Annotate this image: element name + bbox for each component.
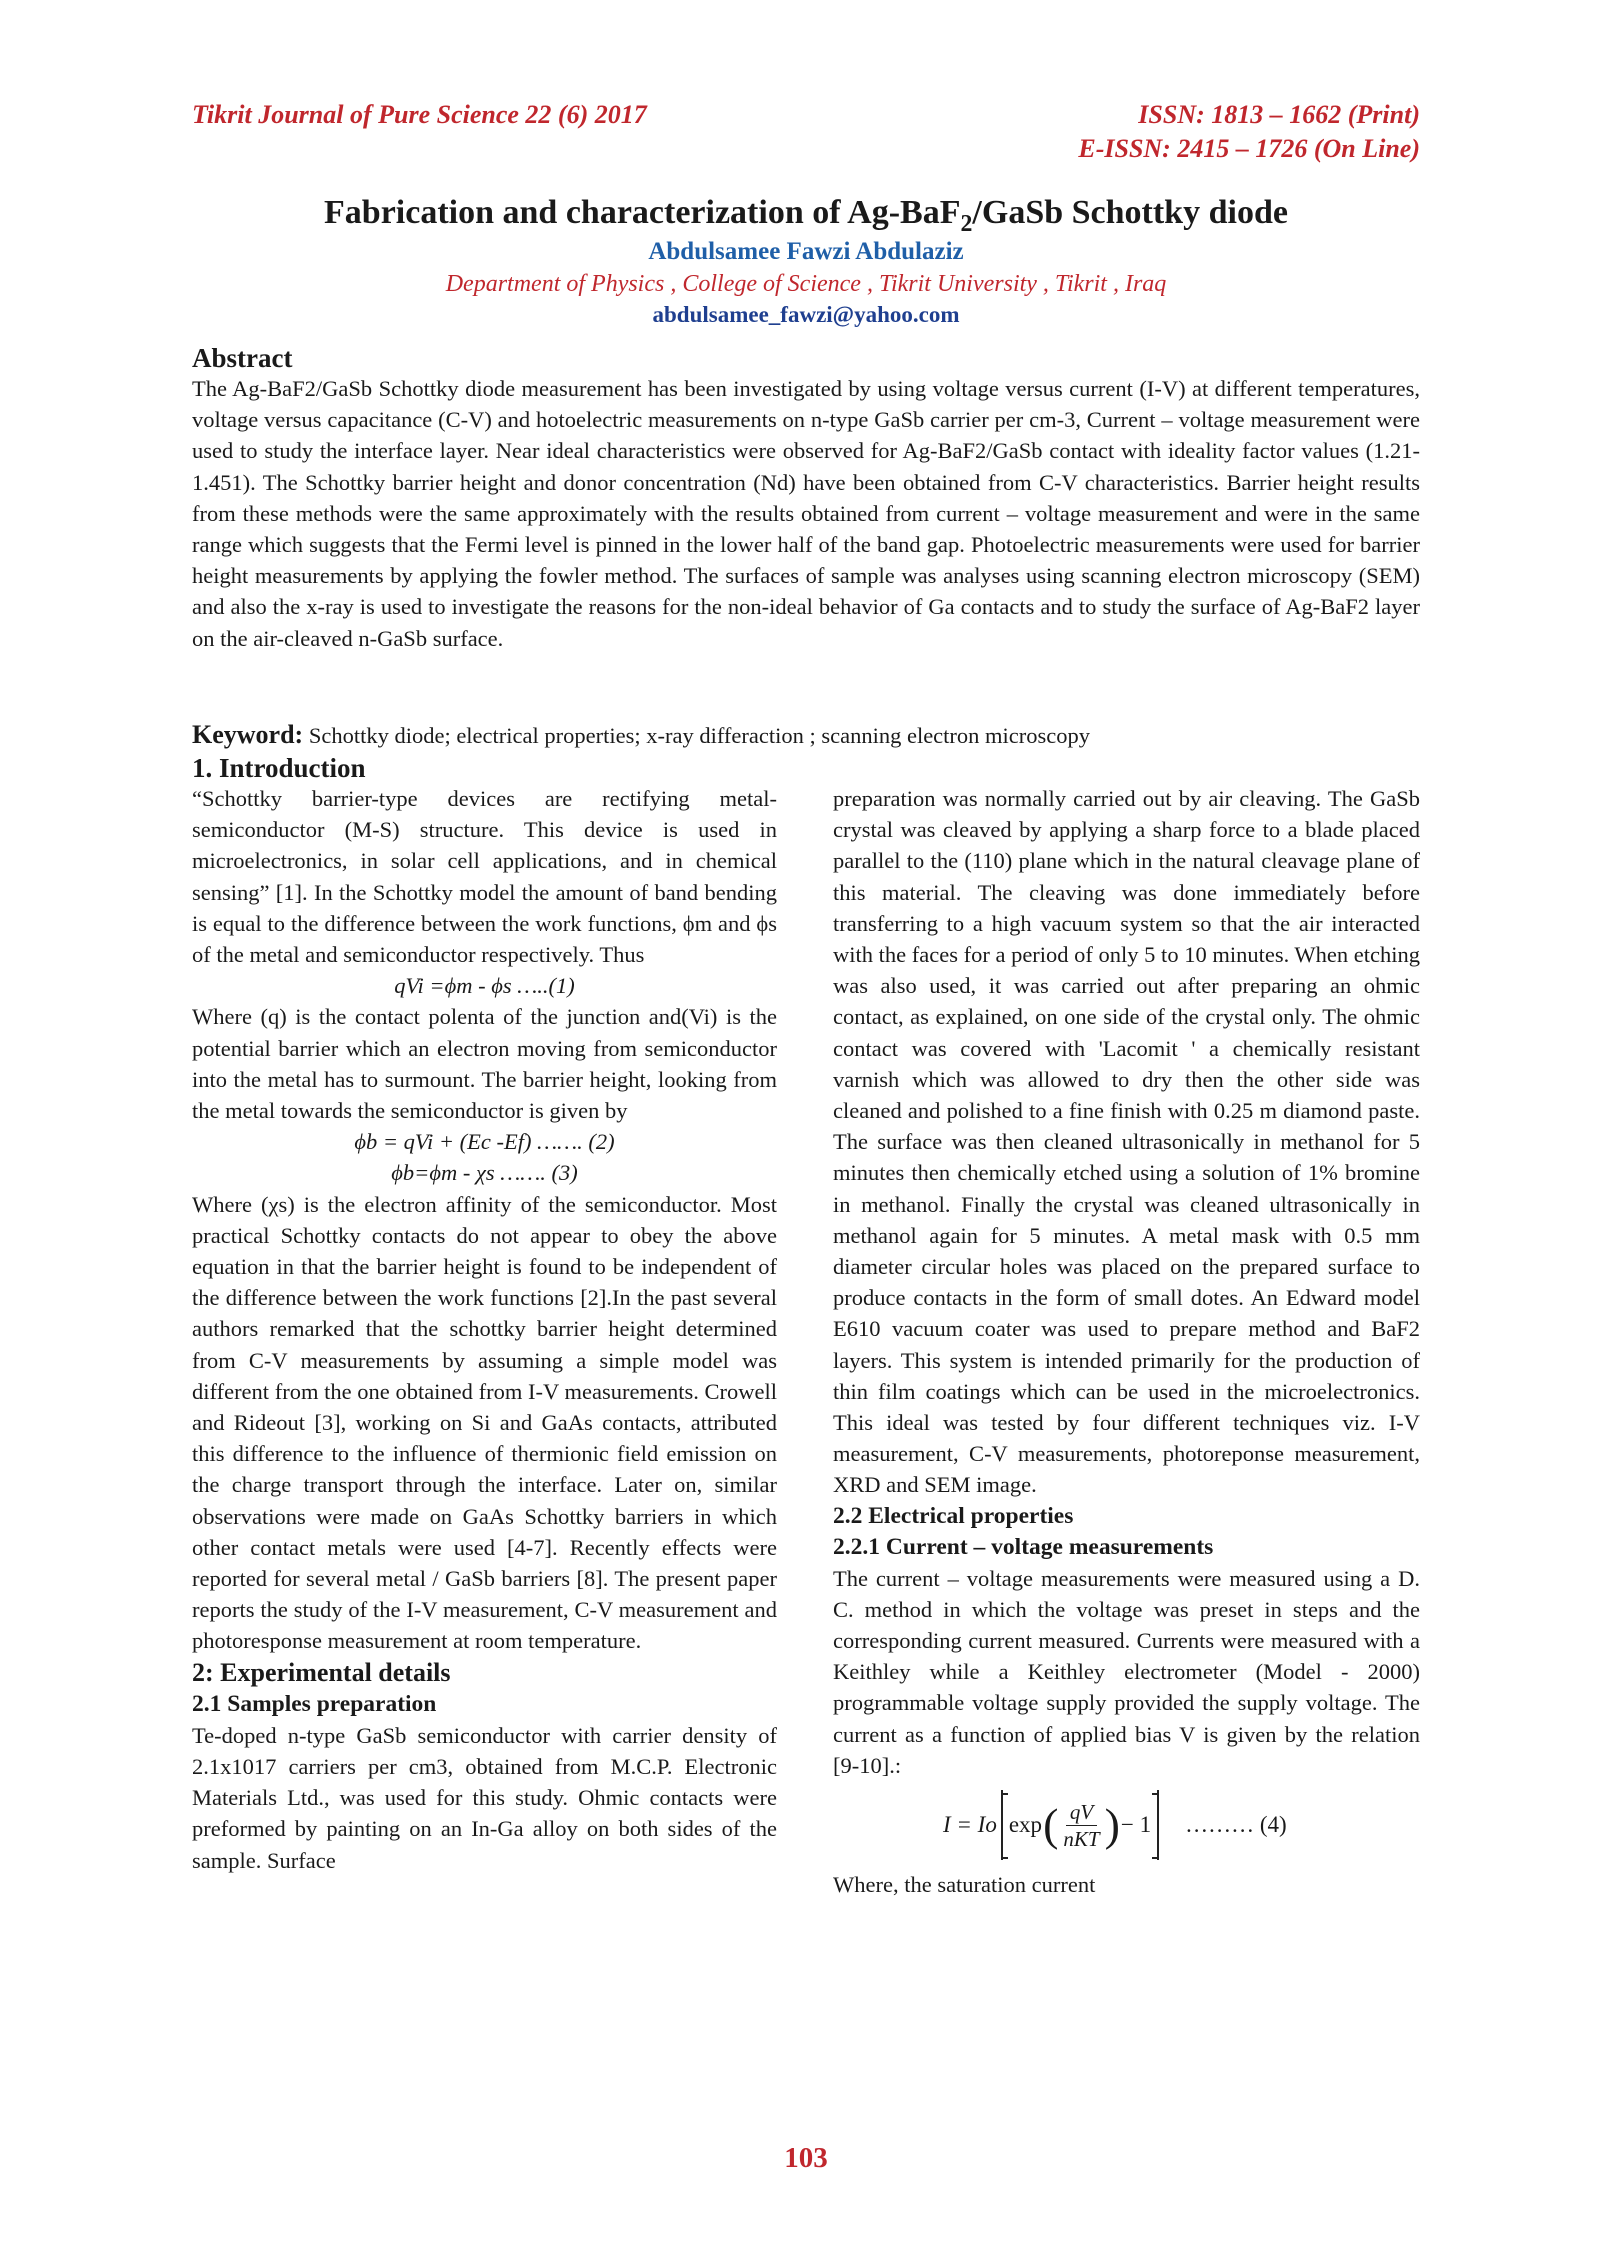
equation-3: ϕb=ϕm - χs ……. (3) xyxy=(391,1160,578,1186)
keywords xyxy=(192,719,1420,752)
affiliation: Department of Physics , College of Science , Tikrit University , Tikrit , Iraq xyxy=(445,271,1167,297)
equation-4-fraction xyxy=(1059,1799,1103,1852)
equation-4-lhs: I = Io xyxy=(943,1812,997,1838)
fraction-denominator: nKT xyxy=(1063,1826,1100,1851)
samples-paragraph: Te-doped n-type GaSb semiconductor with carrier density of 2.1x1017 carriers per cm3, obtained from M.C.P. Electronic Materials Ltd., was used for this study. Ohmic contacts were preformed by painting on an In-Ga alloy on both sides of the sample. Surface xyxy=(192,1722,777,1873)
keywords-text: Schottky diode; electrical properties; x-ray differaction ; scanning electron microscopy xyxy=(303,723,1091,748)
intro-paragraph-2: Where (q) is the contact polenta of the junction and(Vi) is the potential barrier which an electron moving from semiconductor into the metal has to surmount. The barrier height, looking from the metal towards the semiconductor is given by xyxy=(192,1004,777,1124)
samples-paragraph-continued: preparation was normally carried out by air cleaving. The GaSb crystal was cleaved by applying a sharp force to a blade placed parallel to the (110) plane which in the natural cleavage plane of this material. The cleaving was done immediately before transferring to a high vacuum system so that the air interacted with the faces for a period of only 5 to 10 minutes. When etching was also used, it was carried out after preparing an ohmic contact, as explained, on one side of the crystal only. The ohmic contact was covered with 'Lacomit ' a chemically resistant varnish which was allowed to dry then the other side was cleaned and polished to a fine finish with 0.25 m diamond paste. The surface was then cleaned ultrasonically in methanol for 5 minutes then chemically etched using a solution of 1% bromine in methanol. Finally the crystal was cleaned ultrasonically in methanol again for 5 minutes. A metal mask with 0.5 mm diameter circular holes was placed on the prepared surface to produce contacts in the form of small dotes. An Edward model E610 vacuum coater was used to prepare method and BaF2 layers. This system is intended primarily for the production of thin film coatings which can be used in the microelectronics. This ideal was tested by four different techniques viz. I-V measurement, C-V measurements, photoreponse measurement, XRD and SEM image. xyxy=(833,786,1420,1498)
left-column xyxy=(192,783,777,1876)
equation-4-exp: exp xyxy=(1008,1812,1043,1838)
section-heading-experimental: 2: Experimental details xyxy=(192,1657,451,1687)
intro-paragraph-1: “Schottky barrier-type devices are rectifying metal-semiconductor (M-S) structure. This device is used in microelectronics, in solar cell applications, and in chemical sensing” [1]. In the Schottky model the amount of band bending is equal to the difference between the work functions, ϕm and ϕs of the metal and semiconductor respectively. Thus xyxy=(192,786,777,968)
right-column xyxy=(833,783,1420,1900)
abstract-text: The Ag-BaF2/GaSb Schottky diode measurement has been investigated by using voltage versus current (I-V) at different temperatures, voltage versus capacitance (C-V) and hotoelectric measurements on n-type GaSb carrier per cm-3, Current – voltage measurement were used to study the interface layer. Near ideal characteristics were observed for Ag-BaF2/GaSb contact with ideality factor values (1.21-1.451). The Schottky barrier height and donor concentration (Nd) have been obtained from C-V characteristics. Barrier height results from these methods were the same approximately with the results obtained from current – voltage measurement and were in the same range which suggests that the Fermi level is pinned in the lower half of the band gap. Photoelectric measurements were used for barrier height measurements by applying the fowler method. The surfaces of sample was analyses using scanning electron microscopy (SEM) and also the x-ray is used to investigate the reasons for the non-ideal behavior of Ga contacts and to study the surface of Ag-BaF2 layer on the air-cleaved n-GaSb surface. xyxy=(192,376,1420,651)
journal-name: Tikrit Journal of Pure Science 22 (6) 2017 xyxy=(192,100,647,129)
equation-4-bracket xyxy=(1001,1790,1159,1860)
subsection-heading-electrical: 2.2 Electrical properties xyxy=(833,1502,1074,1529)
page-number: 103 xyxy=(784,2142,828,2174)
subsection-heading-iv: 2.2.1 Current – voltage measurements xyxy=(833,1533,1214,1560)
author-name: Abdulsamee Fawzi Abdulaziz xyxy=(648,238,964,265)
issn-block xyxy=(1078,98,1420,166)
paren-right-glyph: ) xyxy=(1104,1799,1120,1851)
equation-1: qVi =ϕm - ϕs …..(1) xyxy=(394,973,575,999)
intro-paragraph-3: Where (χs) is the electron affinity of the semiconductor. Most practical Schottky contacts do not appear to obey the above equation in that the barrier height is found to be independent of the difference between the work functions [2].In the past several authors remarked that the schottky barrier height determined from C-V measurements by assuming a simple model was different from the one obtained from I-V measurements. Crowell and Rideout [3], working on Si and GaAs contacts, attributed this difference to the influence of thermionic field emission on the charge transport through the interface. Later on, similar observations were made on GaAs Schottky barriers in which other contact metals were used [4-7]. Recently effects were reported for several metal / GaSb barriers [8]. The present paper reports the study of the I-V measurement, C-V measurement and photoresponse measurement at room temperature. xyxy=(192,1191,777,1654)
iv-paragraph-2: Where, the saturation current xyxy=(833,1872,1096,1898)
fraction-numerator: qV xyxy=(1066,1799,1097,1826)
equation-2: ϕb = qVi + (Ec -Ef) ……. (2) xyxy=(354,1129,615,1155)
equation-4-number: ……… (4) xyxy=(1185,1812,1287,1838)
equation-4 xyxy=(833,1781,1420,1869)
equation-4-tail: − 1 xyxy=(1120,1812,1152,1838)
issn-print: ISSN: 1813 – 1662 (Print) xyxy=(1138,100,1420,129)
subsection-heading-samples: 2.1 Samples preparation xyxy=(192,1690,437,1717)
abstract-heading: Abstract xyxy=(192,343,293,373)
issn-online: E-ISSN: 2415 – 1726 (On Line) xyxy=(1078,134,1420,163)
paper-title: Fabrication and characterization of Ag-BaF$_2$/GaSb Schottky diode xyxy=(324,194,1288,237)
paren-left-glyph: ( xyxy=(1043,1799,1059,1851)
iv-paragraph: The current – voltage measurements were measured using a D. C. method in which the voltage was preset in steps and the corresponding current measured. Currents were measured with a Keithley while a Keithley electrometer (Model - 2000) programmable voltage supply provided the supply voltage. The current as a function of applied bias V is given by the relation [9-10].: xyxy=(833,1565,1420,1778)
author-email[interactable]: abdulsamee_fawzi@yahoo.com xyxy=(652,302,960,327)
paper-page xyxy=(192,0,1420,2263)
keywords-label: Keyword: xyxy=(192,720,304,749)
section-heading-introduction: 1. Introduction xyxy=(192,753,366,783)
